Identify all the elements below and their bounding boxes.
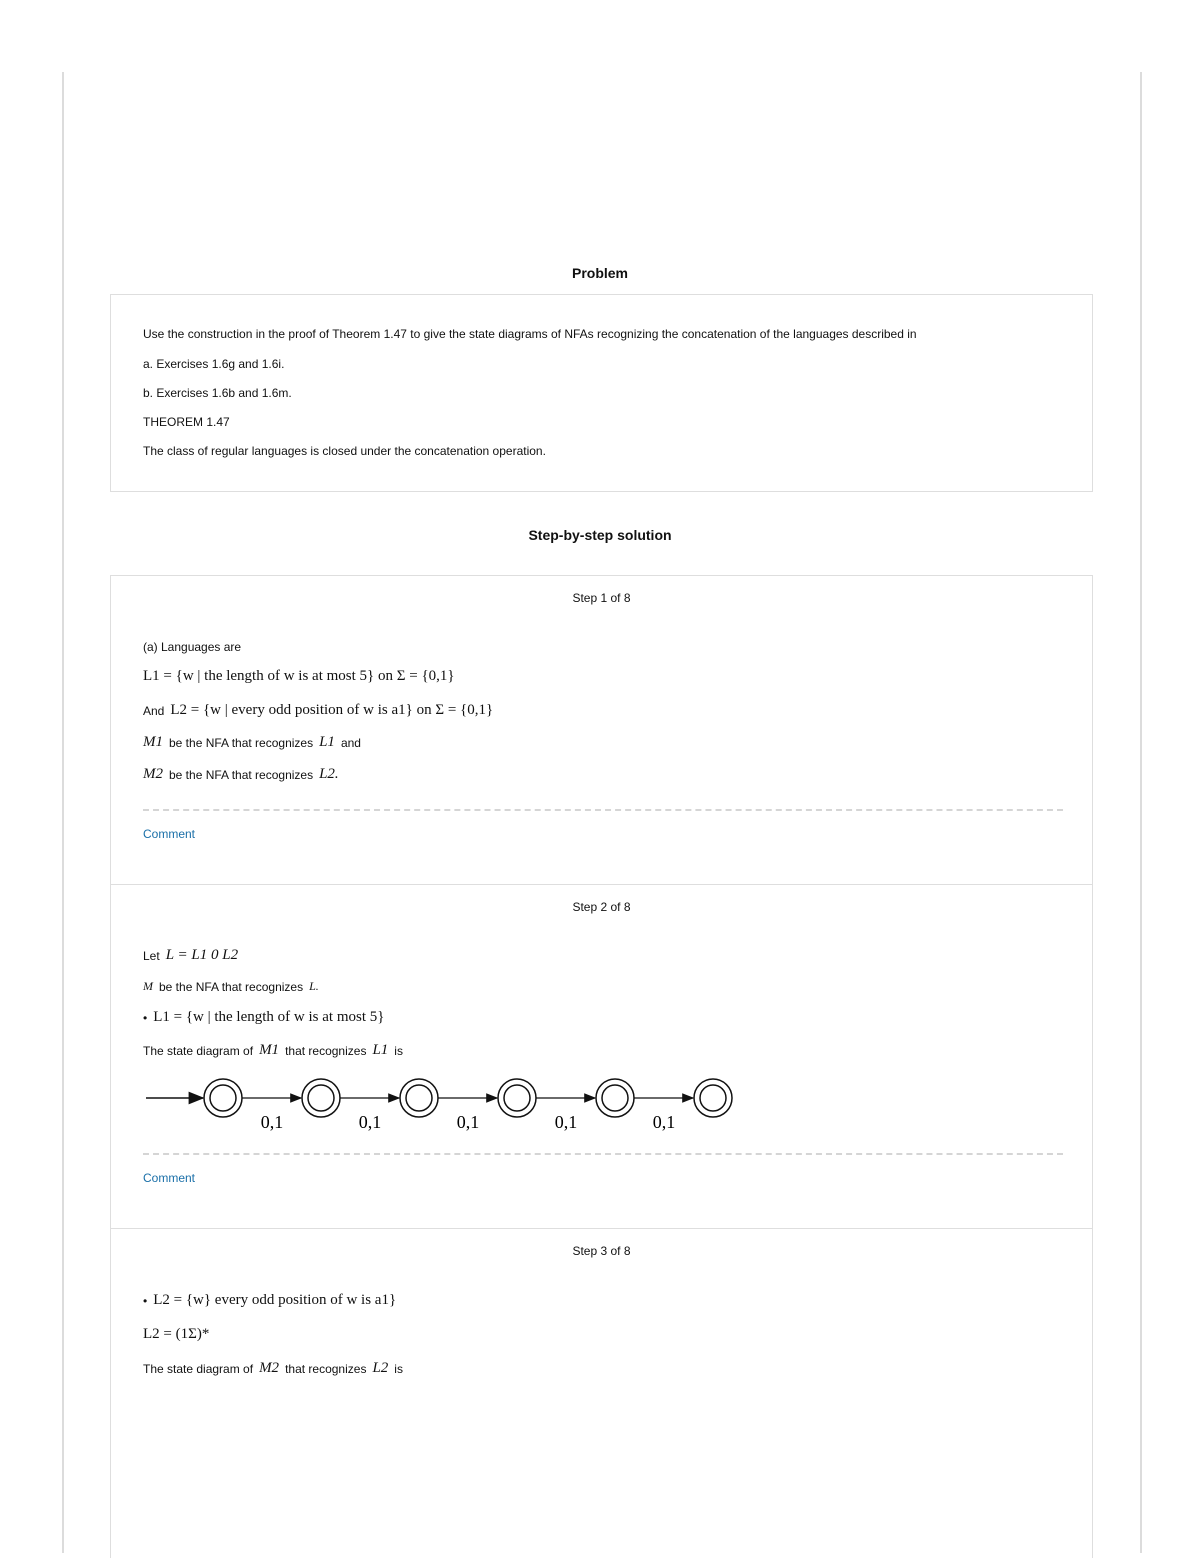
transition-label: 0,1 [554,1112,578,1132]
diag-var: M1 [259,1042,280,1058]
l2-definition-2: L2 = {w} every odd position of w is a1} [153,1292,397,1308]
problem-line-1: Use the construction in the proof of Theorem 1.47 to give the state diagrams of NFAs recognizing the concatenation of the languages described in [143,327,917,341]
step-1 [110,575,1093,885]
diag-mid: that recognizes [285,1361,367,1376]
diag-lang: L2 [372,1360,389,1376]
step-1-separator [143,809,1063,811]
bullet-icon: • [143,1293,148,1308]
m-var: M [143,979,153,993]
step-2-m [143,979,319,994]
diag-var: M2 [259,1360,280,1376]
problem-line-4: THEOREM 1.47 [143,415,230,429]
diag-text: The state diagram of [143,1361,254,1376]
l1-definition-2: L1 = {w | the length of w is at most 5} [153,1009,385,1025]
bullet-icon: • [143,1010,148,1025]
l2-definition: L2 = {w | every odd position of w is a1} on Σ = {0,1} [170,702,494,718]
diag-tail: is [394,1043,403,1058]
m-lang: L. [309,979,319,993]
l-equation: L = L1 0 L2 [165,947,239,963]
m2-text: be the NFA that recognizes [169,767,314,782]
accept-ring [504,1085,530,1111]
m1-lang: L1 [319,734,335,750]
m-text: be the NFA that recognizes [159,979,304,994]
left-rail [62,72,64,1553]
transition-label: 0,1 [652,1112,676,1132]
right-rail [1140,72,1142,1553]
accept-ring [210,1085,236,1111]
problem-line-2: a. Exercises 1.6g and 1.6i. [143,357,285,371]
step-1-title: Step 1 of 8 [572,591,631,605]
m1-tail: and [340,735,361,750]
step-2-comment-link[interactable]: Comment [143,1171,196,1185]
and-label: And [143,703,165,718]
transition-label: 0,1 [260,1112,284,1132]
transition-label: 0,1 [358,1112,382,1132]
step-3 [110,1228,1093,1558]
problem-heading: Problem [571,265,628,281]
step-1-m1 [143,734,361,751]
accept-ring [308,1085,334,1111]
step-1-intro: (a) Languages are [143,640,242,654]
step-1-l1 [143,668,455,685]
step-3-title: Step 3 of 8 [572,1244,631,1258]
m1-var: M1 [143,734,163,750]
solution-heading: Step-by-step solution [528,527,672,543]
diag-tail: is [394,1361,403,1376]
step-3-diag-caption [143,1360,403,1377]
m2-lang: L2. [319,766,339,782]
step-1-m2 [143,766,339,783]
problem-line-3: b. Exercises 1.6b and 1.6m. [143,386,292,400]
accept-ring [700,1085,726,1111]
step-2 [110,884,1093,1229]
step-1-l2 [143,702,493,719]
problem-box [110,294,1093,492]
step-2-separator [143,1153,1063,1155]
let-label: Let [143,948,160,963]
step-2-bullet [143,1009,384,1026]
accept-ring [406,1085,432,1111]
m2-var: M2 [143,766,163,782]
diag-lang: L1 [372,1042,389,1058]
accept-ring [602,1085,628,1111]
step-2-let [143,947,238,964]
l1-definition: L1 = {w | the length of w is at most 5} on Σ = {0,1} [143,668,455,684]
diag-text: The state diagram of [143,1043,254,1058]
step-2-title: Step 2 of 8 [572,900,631,914]
step-3-eq [143,1326,209,1343]
diag-mid: that recognizes [285,1043,367,1058]
m1-text: be the NFA that recognizes [169,735,314,750]
step-1-comment-link[interactable]: Comment [143,827,196,841]
step-3-bullet [143,1292,396,1309]
problem-line-5: The class of regular languages is closed under the concatenation operation. [143,444,546,458]
m1-state-diagram [141,1070,781,1140]
step-2-diag-caption [143,1042,403,1059]
l2-regex: L2 = (1Σ)* [143,1326,210,1342]
transition-label: 0,1 [456,1112,480,1132]
